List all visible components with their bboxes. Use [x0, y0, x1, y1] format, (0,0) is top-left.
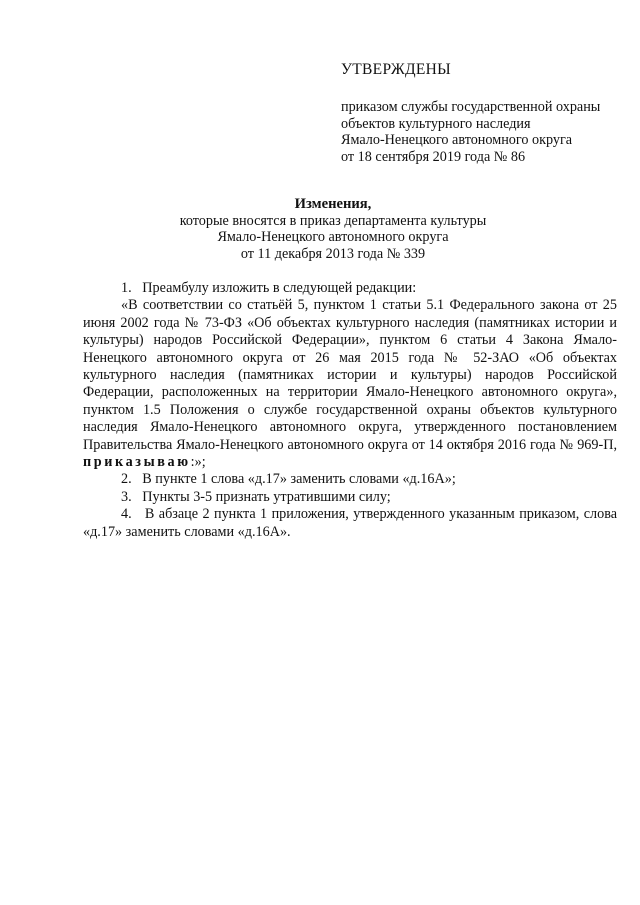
title-heading: Изменения, — [294, 196, 372, 212]
quote-end: :»; — [190, 454, 206, 471]
item-1 — [83, 280, 617, 297]
title-line: от 11 декабря 2013 года № 339 — [240, 245, 426, 262]
item-number: 3. — [121, 488, 132, 505]
item-text: Преамбулу изложить в следующей редакции: — [142, 280, 417, 296]
approval-line: объектов культурного наследия — [341, 115, 531, 132]
item-4 — [83, 506, 617, 541]
approval-line: от 18 сентября 2019 года № 86 — [341, 148, 526, 165]
title-line: которые вносятся в приказ департамента культуры — [179, 212, 487, 229]
approved-label: УТВЕРЖДЕНЫ — [341, 61, 451, 78]
order-word: приказываю — [83, 454, 191, 471]
preamble-quote — [83, 297, 617, 471]
item-2 — [83, 471, 617, 488]
quote-text: «В соответствии со статьёй 5, пунктом 1 статьи 5.1 Федерального закона от 25 июня 2002 года № 73-ФЗ «Об объектах культурного наследия (памятниках истории и культуры) народов Российской Федерации», пунктом 6 статьи 4 Закона Ямало-Ненецкого автономного округа от 26 мая 2015 года № 52-ЗАО «Об объектах культурного наследия (памятниках истории и культуры) народов Российской Федерации, расположенных на территории Ямало-Ненецкого автономного округа», пунктом 1.5 Положения о службе государственной охраны объектов культурного наследия Ямало-Ненецкого автономного округа, утвержденного постановлением Правительства Ямало-Ненецкого автономного округа от 14 октября 2016 года № 969-П, — [83, 297, 617, 453]
approval-line: приказом службы государственной охраны — [341, 99, 601, 115]
document-title — [0, 196, 640, 262]
item-3 — [83, 489, 617, 506]
document-body — [83, 280, 617, 541]
item-number: 2. — [121, 471, 132, 488]
item-number: 1. — [121, 280, 132, 296]
title-line: Ямало-Ненецкого автономного округа — [217, 229, 449, 245]
approval-details — [341, 99, 621, 165]
item-text: В абзаце 2 пункта 1 приложения, утвержденного указанным приказом, слова «д.17» заменить словами «д.16А». — [83, 506, 618, 540]
approval-line: Ямало-Ненецкого автономного округа — [341, 132, 573, 148]
item-text: В пункте 1 слова «д.17» заменить словами «д.16А»; — [142, 471, 456, 488]
item-number: 4. — [121, 506, 132, 523]
item-text: Пункты 3-5 признать утратившими силу; — [142, 488, 391, 505]
